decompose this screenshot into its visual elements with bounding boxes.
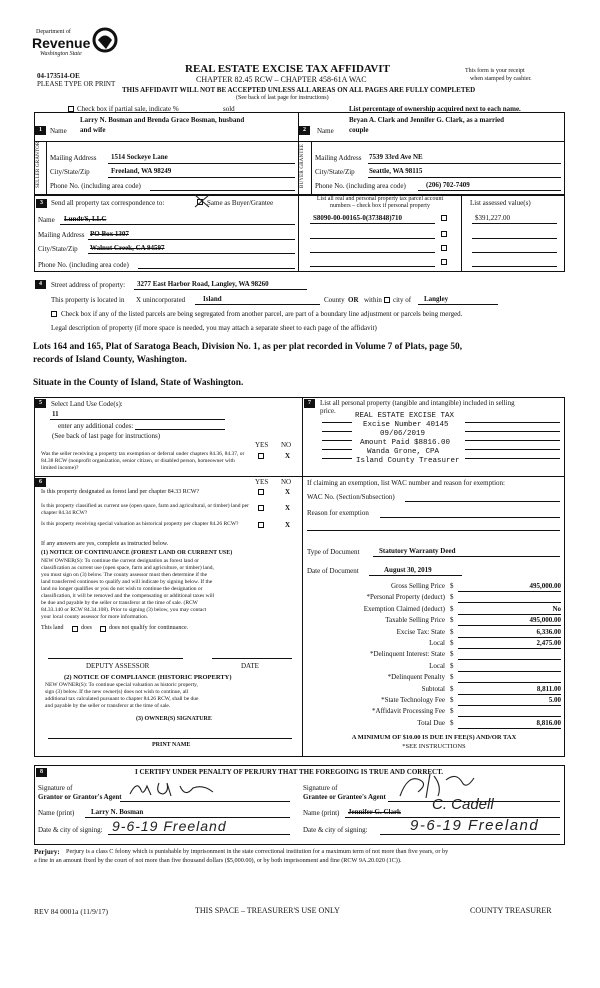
deputy-date-label: DATE: [241, 662, 259, 670]
seller-name-line-1: Larry N. Bosman and Brenda Grace Bosman, husband: [80, 116, 245, 124]
currency-symbol: $: [450, 627, 454, 636]
print-name-label: PRINT NAME: [152, 742, 191, 748]
seller-phone-label: Phone No. (including area code): [50, 182, 141, 190]
notice1-line-5: land no longer qualifies or you do not wish to continue the designation or: [41, 586, 203, 592]
money-row-label: Exemption Claimed (deduct): [363, 604, 445, 613]
historic-question: Is this property receiving special valuation as historical property per chapter 84.26 RCW?: [41, 521, 239, 527]
grantor-sig-label-b: Grantor or Grantor's Agent: [38, 793, 122, 801]
stamp-line-2: Excise Number 40145: [363, 421, 449, 429]
sec6-no: NO: [281, 478, 292, 486]
form-chapter: CHAPTER 82.45 RCW – CHAPTER 458-61A WAC: [196, 75, 367, 84]
notice1-line-9: your local county assessor for more information.: [41, 614, 149, 620]
historic-yes-checkbox[interactable]: [258, 522, 264, 528]
money-row-value[interactable]: 8,816.00: [536, 718, 561, 727]
notice1-line-6: classification, it will be removed and the compensating or additional taxes will: [41, 593, 215, 599]
doc-date-label: Date of Document: [307, 567, 359, 575]
land-does-label: does: [81, 625, 92, 631]
city-of-label: city of: [393, 296, 412, 304]
currency-symbol: $: [450, 707, 454, 716]
money-row-label: *Affidavit Processing Fee: [372, 707, 445, 716]
if-yes-note: If any answers are yes, complete as instructed below.: [41, 541, 169, 547]
owner-signature-label: (3) OWNER(S) SIGNATURE: [136, 716, 212, 722]
logo-line-1: Department of: [36, 29, 71, 35]
money-row-label: *State Technology Fee: [381, 696, 445, 704]
sec6-yes: YES: [255, 478, 269, 486]
ownership-note: List percentage of ownership acquired next to each name.: [349, 105, 521, 113]
doc-type-label: Type of Document: [307, 548, 360, 556]
certify-statement: I CERTIFY UNDER PENALTY OF PERJURY THAT THE FOREGOING IS TRUE AND CORRECT.: [135, 768, 444, 776]
receipt-note-2: when stamped by cashier.: [470, 76, 532, 82]
historic-no-mark[interactable]: X: [285, 521, 291, 529]
stamp-line-3: 09/06/2019: [380, 430, 426, 438]
parcel-3-checkbox[interactable]: [441, 245, 447, 251]
personal-property-label-a: List all personal property (tangible and intangible) included in selling: [320, 399, 515, 407]
money-row-label: Gross Selling Price: [390, 582, 445, 590]
money-row-label: Taxable Selling Price: [385, 616, 445, 625]
land-use-label: Select Land Use Code(s):: [51, 400, 123, 408]
notice2-line-3: additional tax calculated pursuant to chapter 84.26 RCW, shall be due: [45, 696, 199, 702]
land-does-not-checkbox[interactable]: [100, 626, 106, 632]
stamp-line-5: Wanda Grone, CPA: [367, 448, 440, 456]
sec5-no: NO: [281, 441, 292, 449]
grantee-sig-label-a: Signature of: [303, 784, 338, 792]
seller-name-line-2: and wife: [80, 126, 106, 134]
currency-symbol: $: [450, 718, 454, 727]
form-title: REAL ESTATE EXCISE TAX AFFIDAVIT: [185, 63, 390, 75]
currency-symbol: $: [450, 604, 454, 613]
current-use-yes-checkbox[interactable]: [258, 505, 264, 511]
grantor-signature-icon[interactable]: [125, 778, 240, 800]
or-label: OR: [348, 296, 359, 304]
parcel-number-1[interactable]: S8090-00-00165-0(373848)710: [313, 214, 403, 222]
partial-sale-label: Check box if partial sale, indicate %: [77, 105, 179, 113]
exemption-no-mark[interactable]: X: [285, 452, 291, 460]
section-7-marker: 7: [304, 399, 315, 408]
section-1-marker: 1: [35, 126, 46, 135]
tax-corr-name-label: Name: [38, 216, 55, 224]
currency-symbol: $: [450, 593, 454, 602]
currency-symbol: $: [450, 639, 454, 647]
grantor-name-label: Name (print): [38, 809, 75, 817]
legal-line-3[interactable]: Situate in the County of Island, State of Washington.: [33, 378, 244, 388]
buyer-city-label: City/State/Zip: [315, 168, 355, 176]
money-row-value[interactable]: No: [552, 604, 561, 613]
current-use-question: Is this property classified as current use (open space, farm and agricultural, or timber) land per chapter 84.34 RCW?: [41, 503, 249, 516]
buyer-phone-label: Phone No. (including area code): [315, 182, 406, 190]
land-does-not-label: does not qualify for continuance.: [109, 625, 189, 631]
tax-corr-name-value[interactable]: Lundt/S, LLC: [64, 215, 107, 223]
grantor-date-label: Date & city of signing:: [38, 826, 103, 834]
grantee-name-value[interactable]: Jennifer G. Clark: [348, 808, 401, 816]
assessed-header: List assessed value(s): [470, 199, 531, 207]
tax-corr-city-value[interactable]: Walnut Creek, CA 94597: [90, 244, 165, 252]
land-qualify-label: This land: [41, 625, 64, 631]
money-row-label: Local: [429, 661, 445, 670]
notice1-line-4: land transferred continues to qualify and will indicate by signing below. If the: [41, 579, 213, 585]
notice1-line-8: 84.33.140 or RCW 84.34.108). Prior to signing (3) below, you may contact: [41, 607, 207, 613]
legal-line-1[interactable]: Lots 164 and 165, Plat of Saratoga Beach, Division No. 1, as per plat recorded in Volume 7 of Plats, page 50,: [33, 342, 463, 352]
tax-corr-label: Send all property tax correspondence to:: [51, 199, 165, 207]
located-label: This property is located in: [51, 296, 125, 304]
currency-symbol: $: [450, 650, 454, 659]
buyer-name-line-1: Bryan A. Clark and Jennifer G. Clark, as a married: [349, 116, 505, 124]
legal-note: Legal description of property (if more space is needed, you may attach a separate sheet to each page of the affidavit): [51, 324, 377, 332]
currency-symbol: $: [450, 616, 454, 625]
doc-type-value[interactable]: Statutory Warranty Deed: [379, 547, 456, 555]
money-row-value[interactable]: 5.00: [548, 696, 561, 704]
forest-question: Is this property designated as forest land per chapter 84.33 RCW?: [41, 489, 200, 495]
perjury-line-2: a fine in an amount fixed by the court of not more than five thousand dollars ($5,000.00), or by both imprisonment and fine (RCW 9A.20.020 (1C)).: [34, 857, 402, 864]
county-value[interactable]: Island: [203, 295, 222, 303]
money-row-label: Excise Tax: State: [396, 627, 445, 636]
street-value[interactable]: 3277 East Harbor Road, Langley, WA 98260: [137, 280, 269, 288]
seller-name-label: Name: [50, 127, 67, 135]
notice2-line-2: sign (3) below. If the new owner(s) does not wish to continue, all: [45, 689, 189, 695]
exemption-yes-checkbox[interactable]: [258, 453, 264, 459]
land-use-see-back: (See back of last page for instructions): [52, 432, 161, 440]
stamp-line-4: Amount Paid $8816.00: [360, 439, 451, 447]
stamp-line-1: REAL ESTATE EXCISE TAX: [355, 412, 455, 420]
money-row-label: Local: [429, 639, 445, 647]
city-checkbox[interactable]: [384, 297, 390, 303]
same-as-buyer-label: Same as Buyer/Grantee: [207, 199, 274, 207]
grantor-name-value[interactable]: Larry N. Bosman: [91, 808, 144, 816]
form-id: 04-173514-OE: [37, 72, 80, 80]
parcel-4-checkbox[interactable]: [441, 259, 447, 265]
section-8-marker: 8: [36, 768, 47, 777]
doc-date-value[interactable]: August 30, 2019: [384, 566, 432, 574]
seller-mailing-label: Mailing Address: [50, 154, 97, 162]
forest-yes-checkbox[interactable]: [258, 489, 264, 495]
exemption-question: Was the seller receiving a property tax exemption or deferral under chapters 84.36, 84.37, or 84.38 RCW (nonprofit organization, senior citizen, or disabled person, homeowner with limited income)?: [41, 451, 245, 471]
tax-corr-city-label: City/State/Zip: [38, 245, 78, 253]
perjury-label: Perjury:: [34, 848, 60, 856]
tax-corr-phone-label: Phone No. (including area code): [38, 261, 129, 269]
buyer-name-label: Name: [317, 127, 334, 135]
money-row-label: *Delinquent Interest: State: [369, 650, 445, 659]
money-row-label: *Personal Property (deduct): [366, 593, 445, 602]
buyer-city-value[interactable]: Seattle, WA 98115: [369, 167, 423, 175]
money-row-label: *Delinquent Penalty: [387, 673, 445, 682]
partial-sale-sold: sold: [223, 105, 235, 113]
section-6-marker: 6: [35, 478, 46, 487]
section-4-marker: 4: [35, 280, 46, 289]
within-label: within: [364, 296, 382, 304]
money-row-value[interactable]: 6,336.00: [536, 627, 561, 636]
notice2-line-1: NEW OWNER(S): To continue special valuation as historic property,: [45, 682, 198, 688]
parcel-2-checkbox[interactable]: [441, 231, 447, 237]
form-warning: THIS AFFIDAVIT WILL NOT BE ACCEPTED UNLESS ALL AREAS ON ALL PAGES ARE FULLY COMPLETED: [122, 86, 476, 94]
assessed-value-1[interactable]: $391,227.00: [475, 214, 510, 222]
money-row-value[interactable]: 2,475.00: [536, 639, 561, 647]
land-use-value[interactable]: 11: [52, 410, 59, 418]
seller-side-label: SELLER GRANTOR: [36, 141, 41, 188]
notice1-line-7: be due and payable by the seller or transferor at the time of sale. (RCW: [41, 600, 198, 606]
state-logo-icon: [92, 27, 118, 53]
parcel-1-checkbox[interactable]: [441, 215, 447, 221]
street-label: Street address of property:: [51, 281, 126, 289]
exemption-list-label: If claiming an exemption, list WAC number and reason for exemption:: [307, 479, 505, 487]
notice2-line-4: and payable by the seller or transferor at the time of sale.: [45, 703, 171, 709]
print-note: PLEASE TYPE OR PRINT: [37, 80, 116, 88]
segregated-checkbox[interactable]: [51, 311, 57, 317]
forest-no-mark[interactable]: X: [285, 488, 291, 496]
money-row-label: Subtotal: [421, 684, 445, 693]
currency-symbol: $: [450, 696, 454, 704]
money-row-value[interactable]: 495,000.00: [529, 582, 561, 590]
notice-compliance-title: (2) NOTICE OF COMPLIANCE (HISTORIC PROPERTY): [64, 674, 232, 681]
notice1-line-3: you must sign on (3) below. The county assessor must then determine if the: [41, 572, 208, 578]
logo-line-2: Revenue: [32, 35, 91, 51]
personal-property-label-b: price.: [320, 407, 336, 415]
receipt-note-1: This form is your receipt: [465, 68, 525, 74]
buyer-phone-value[interactable]: (206) 702-7409: [426, 181, 470, 189]
minimum-due-note: A MINIMUM OF $10.00 IS DUE IN FEE(S) AND/OR TAX: [351, 734, 517, 741]
tax-corr-mailing-value[interactable]: PO Box 1307: [90, 230, 129, 238]
currency-symbol: $: [450, 673, 454, 682]
buyer-name-line-2: couple: [349, 126, 369, 134]
stamp-line-6: Island County Treasurer: [356, 457, 460, 465]
money-row-value[interactable]: 8,811.00: [536, 684, 561, 693]
county-label: County: [324, 296, 345, 304]
rev-number: REV 84 0001a (11/9/17): [34, 907, 108, 916]
seller-mailing-value[interactable]: 1514 Sockeye Lane: [111, 153, 168, 161]
parcels-header-a: List all real and personal property tax parcel account: [316, 196, 444, 202]
currency-symbol: $: [450, 582, 454, 590]
seller-city-label: City/State/Zip: [50, 168, 90, 176]
buyer-side-label: BUYER GRANTEE: [300, 143, 305, 188]
buyer-mailing-value[interactable]: 7539 33rd Ave NE: [369, 153, 423, 161]
notice1-line-1: NEW OWNER(S): To continue the current designation as forest land or: [41, 558, 199, 564]
grantee-name-label: Name (print): [303, 809, 340, 817]
additional-codes-label: enter any additional codes:: [58, 422, 134, 430]
deputy-assessor-label: DEPUTY ASSESSOR: [86, 662, 150, 670]
grantee-name-handwritten[interactable]: C. Cadell: [432, 796, 494, 813]
currency-symbol: $: [450, 684, 454, 693]
treasurer-use-note: THIS SPACE – TREASURER'S USE ONLY: [195, 906, 340, 915]
grantee-date-value[interactable]: 9-6-19 Freeland: [410, 817, 540, 834]
money-row-value[interactable]: 495,000.00: [529, 616, 561, 625]
county-treasurer-label: COUNTY TREASURER: [470, 906, 552, 915]
sec5-yes: YES: [255, 441, 269, 449]
tax-corr-mailing-label: Mailing Address: [38, 231, 85, 239]
unincorporated-label: X unincorporated: [136, 296, 186, 304]
segregated-note: Check box if any of the listed parcels are being segregated from another parcel, are part of a boundary line adjustment or parcels being merged.: [61, 310, 463, 318]
parcels-header-b: numbers – check box if personal property: [330, 203, 430, 209]
perjury-line-1: Perjury is a class C felony which is punishable by imprisonment in the state correctional institution for a maximum term of not more than five years, or by: [66, 848, 449, 855]
grantor-date-value[interactable]: 9-6-19 Freeland: [112, 818, 227, 834]
current-use-no-mark[interactable]: X: [285, 504, 291, 512]
wac-label: WAC No. (Section/Subsection): [307, 493, 395, 501]
grantor-sig-label-a: Signature of: [38, 784, 73, 792]
section-3-marker: 3: [36, 199, 47, 208]
city-value[interactable]: Langley: [424, 295, 449, 303]
logo-line-3: Washington State: [40, 51, 82, 57]
legal-line-2[interactable]: records of Island County, Washington.: [33, 355, 187, 365]
grantee-date-label: Date & city of signing:: [303, 826, 368, 834]
buyer-mailing-label: Mailing Address: [315, 154, 362, 162]
reason-label: Reason for exemption: [307, 509, 369, 517]
see-instructions-note: *SEE INSTRUCTIONS: [402, 743, 466, 750]
currency-symbol: $: [450, 661, 454, 670]
notice-continuance-title: (1) NOTICE OF CONTINUANCE (FOREST LAND OR CURRENT USE): [41, 550, 233, 556]
section-5-marker: 5: [35, 399, 46, 408]
land-does-checkbox[interactable]: [72, 626, 78, 632]
notice1-line-2: classification as current use (open space, farm and agriculture, or timber) land,: [41, 565, 214, 571]
see-back-note: (See back of last page for instructions): [236, 95, 329, 101]
money-row-label: Total Due: [417, 718, 445, 727]
grantee-sig-label-b: Grantee or Grantee's Agent: [303, 793, 386, 801]
seller-city-value[interactable]: Freeland, WA 98249: [111, 167, 172, 175]
section-2-marker: 2: [299, 126, 310, 135]
